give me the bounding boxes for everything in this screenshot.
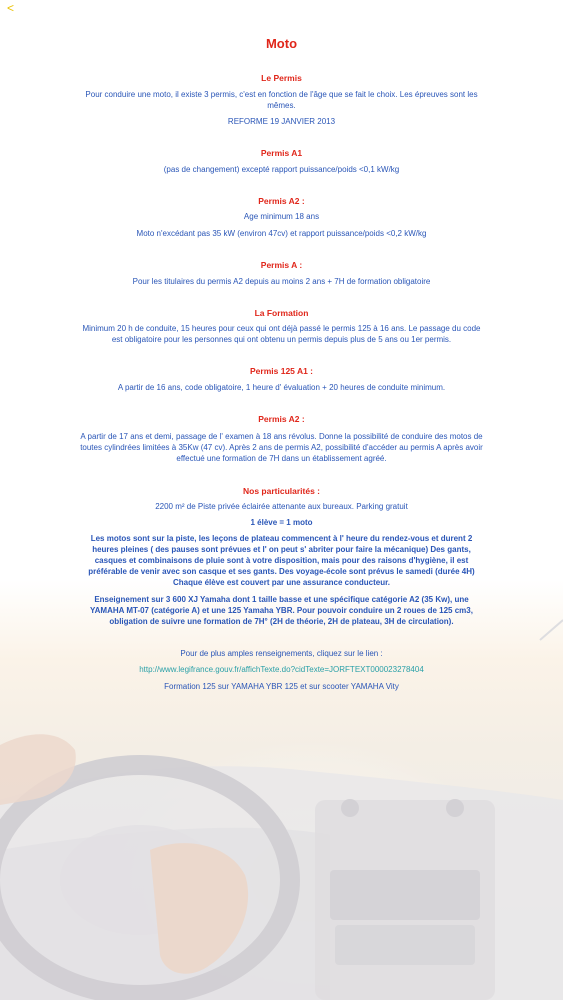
permis-a2-detail-text: A partir de 17 ans et demi, passage de l' examen à 18 ans révolus. Donne la possibilité de conduire des motos de toutes cylindrées limitées à 35Kw (47 cv). Après 2 ans de permis A2, possibilité d'accéder au permis A après avoir effectué une formation de 7H dans un établissement agréé. bbox=[80, 432, 483, 463]
reforme-date: REFORME 19 JANVIER 2013 bbox=[227, 117, 336, 126]
permis-a1-text: (pas de changement) excepté rapport puissance/poids <0,1 kW/kg bbox=[163, 165, 400, 174]
section-heading-permis-125-a1: Permis 125 A1 : bbox=[250, 366, 313, 376]
la-formation-text: Minimum 20 h de conduite, 15 heures pour ceux qui ont déjà passé le permis 125 à 16 ans. Le passage du code est obligatoire pour les personnes qui ont obtenu un permis depuis plus de 5 ans ou 1er permis. bbox=[82, 324, 481, 344]
enseignement-text: Enseignement sur 3 600 XJ Yamaha dont 1 taille basse et une spécifique catégorie A2 (35 Kw), une YAMAHA MT-07 (catégorie A) et une 125 Yamaha YBR. Pour pouvoir conduire un 2 roues de 125 cm3, obligation de suivre une formation de 7H° (2H de théorie, 2H de plateau, 3H de circulation). bbox=[90, 595, 473, 626]
one-student-one-bike: 1 élève = 1 moto bbox=[250, 518, 313, 527]
permis-a2-age: Age minimum 18 ans bbox=[243, 212, 320, 221]
section-heading-permis-a2-second: Permis A2 : bbox=[258, 414, 305, 424]
page-title: Moto bbox=[265, 36, 298, 51]
section-heading-la-formation: La Formation bbox=[254, 308, 309, 318]
section-heading-le-permis: Le Permis bbox=[261, 73, 302, 83]
permis-125-a1-text: A partir de 16 ans, code obligatoire, 1 heure d' évaluation + 20 heures de conduite minimum. bbox=[117, 383, 446, 392]
legifrance-link[interactable]: http://www.legifrance.gouv.fr/affichTexte.do?cidTexte=JORFTEXT000023278404 bbox=[139, 665, 424, 674]
section-heading-permis-a2: Permis A2 : bbox=[258, 196, 305, 206]
back-chevron-icon[interactable]: < bbox=[7, 1, 15, 15]
section-heading-permis-a1: Permis A1 bbox=[260, 148, 303, 158]
le-permis-intro: Pour conduire une moto, il existe 3 permis, c'est en fonction de l'âge que se fait le choix. Les épreuves sont les mêmes. bbox=[85, 90, 478, 110]
section-heading-permis-a: Permis A : bbox=[260, 260, 303, 270]
section-heading-nos-particularites: Nos particularités : bbox=[243, 486, 320, 496]
permis-a2-power: Moto n'excédant pas 35 kW (environ 47cv) et rapport puissance/poids <0,2 kW/kg bbox=[136, 229, 427, 238]
permis-a-text: Pour les titulaires du permis A2 depuis au moins 2 ans + 7H de formation obligatoire bbox=[132, 277, 431, 286]
plateau-lessons-text: Les motos sont sur la piste, les leçons de plateau commencent à l' heure du rendez-vous et durent 2 heures pleines ( des pauses sont prévues et l' on peut s' abriter pour faire la mécanique) Des gants, casques et combinaisons de pluie sont à votre disposition, mais pour des raisons d'hygiène, il est préférable de venir avec son casque et ses gants. Des voyage-école sont prévus le samedi (durée 4H) Chaque élève est couvert par une assurance conducteur. bbox=[88, 534, 475, 587]
info-text: Pour de plus amples renseignements, cliquez sur le lien : bbox=[180, 649, 383, 658]
formation-125-text: Formation 125 sur YAMAHA YBR 125 et sur scooter YAMAHA Vity bbox=[164, 682, 399, 691]
piste-text: 2200 m² de Piste privée éclairée attenante aux bureaux. Parking gratuit bbox=[155, 502, 408, 511]
